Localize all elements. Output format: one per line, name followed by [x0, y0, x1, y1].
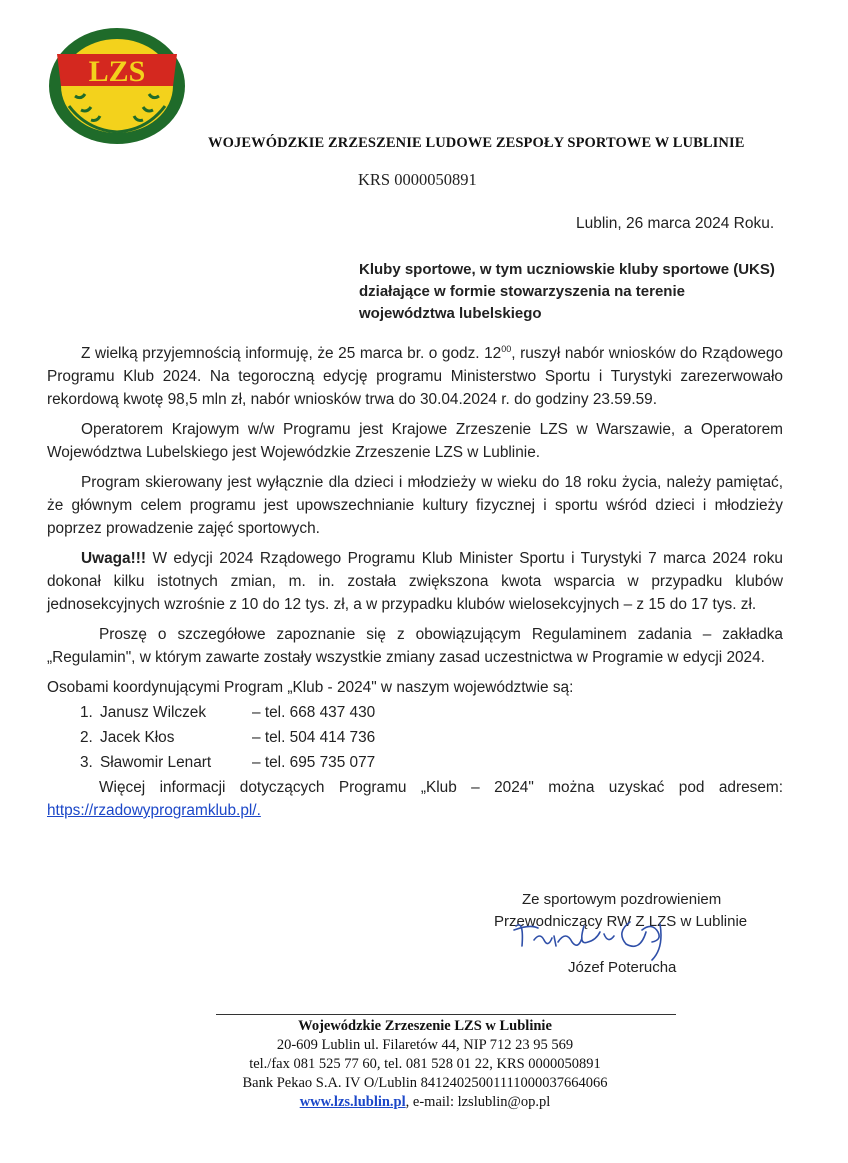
- list-item: 2. Jacek Kłos – tel. 504 414 736: [80, 729, 376, 746]
- organization-name: WOJEWÓDZKIE ZRZESZENIE LUDOWE ZESPOŁY SPORTOWE W LUBLINIE: [208, 135, 745, 151]
- letter-footer: [150, 1017, 700, 1112]
- signatory-name: Józef Poterucha: [568, 959, 677, 976]
- paragraph-2: Operatorem Krajowym w/w Programu jest Krajowe Zrzeszenie LZS w Warszawie, a Operatorem Województwa Lubelskiego jest Wojewódzkie Zrzeszenie LZS w Lublinie.: [47, 421, 783, 461]
- footer-divider: [216, 1014, 676, 1015]
- paragraph-1: Z wielką przyjemnością informuję, że 25 marca br. o godz. $12^{00}$, ruszył nabór wniosków do Rządowego Programu Klub 2024. Na tegoroczną edycję programu Ministerstwo Sportu i Turystyki zarezerwowało rekordową kwotę 98,5 mln zł, nabór wniosków trwa do 30.04.2024 r. do godziny 23.59.59.: [47, 344, 783, 408]
- recipient-block: Kluby sportowe, w tym uczniowskie kluby sportowe (UKS) działające w formie stowarzyszenia na terenie województwa lubelskiego: [359, 261, 775, 322]
- krs-number: KRS 0000050891: [358, 170, 477, 189]
- warning-label: Uwaga!!!: [81, 550, 146, 567]
- footer-phones: tel./fax 081 525 77 60, tel. 081 528 01 22, KRS 0000050891: [249, 1056, 601, 1072]
- paragraph-3: Program skierowany jest wyłącznie dla dzieci i młodzieży w wieku do 18 roku życia, należy pamiętać, że głównym celem programu jest upowszechnianie kultury fizycznej i sportu wśród dzieci i młodzieży poprzez prowadzenie zajęć sportowych.: [47, 474, 783, 537]
- letter-date: Lublin, 26 marca 2024 Roku.: [576, 215, 775, 232]
- list-item: 1. Janusz Wilczek – tel. 668 437 430: [80, 704, 376, 721]
- paragraph-6: Osobami koordynującymi Program „Klub - 2024" w naszym województwie są:: [47, 679, 574, 696]
- coordinator-list: [47, 701, 783, 776]
- program-link[interactable]: https://rzadowyprogramklub.pl/.: [47, 802, 261, 819]
- footer-org-name: Wojewódzkie Zrzeszenie LZS w Lublinie: [298, 1018, 552, 1034]
- paragraph-7: Więcej informacji dotyczących Programu „Klub – 2024" można uzyskać pod adresem: https://rzadowyprogramklub.pl/.: [47, 779, 783, 819]
- paragraph-5: Proszę o szczegółowe zapoznanie się z obowiązującym Regulaminem zadania – zakładka „Regulamin", w którym zawarte zostały wszystkie zmiany zasad uczestnictwa w Programie w edycji 2024.: [47, 626, 783, 666]
- website-link[interactable]: www.lzs.lublin.pl: [299, 1094, 406, 1110]
- list-item: 3. Sławomir Lenart – tel. 695 735 077: [80, 754, 376, 771]
- letter-body: [47, 342, 783, 829]
- handwritten-signature: [510, 906, 700, 966]
- lzs-logo: [47, 26, 187, 146]
- footer-address: 20-609 Lublin ul. Filaretów 44, NIP 712 23 95 569: [276, 1037, 574, 1053]
- footer-contact: www.lzs.lublin.pl, e-mail: lzslublin@op.pl: [299, 1094, 551, 1110]
- greeting: Ze sportowym pozdrowieniem: [522, 891, 722, 908]
- paragraph-4: Uwaga!!! W edycji 2024 Rządowego Programu Klub Minister Sportu i Turystyki 7 marca 2024 roku dokonał kilku istotnych zmian, m. in. została zwiększona kwota wsparcia w przypadku klubów jednosekcyjnych wzrośnie z 10 do 12 tys. zł, a w przypadku klubów wielosekcyjnych – z 15 do 17 tys. zł.: [47, 550, 783, 613]
- signatory-role: Przewodniczący RW Z LZS w Lublinie: [494, 913, 748, 930]
- footer-bank: Bank Pekao S.A. IV O/Lublin 84124025001111000037664066: [242, 1075, 608, 1091]
- logo-text: LZS: [88, 55, 146, 88]
